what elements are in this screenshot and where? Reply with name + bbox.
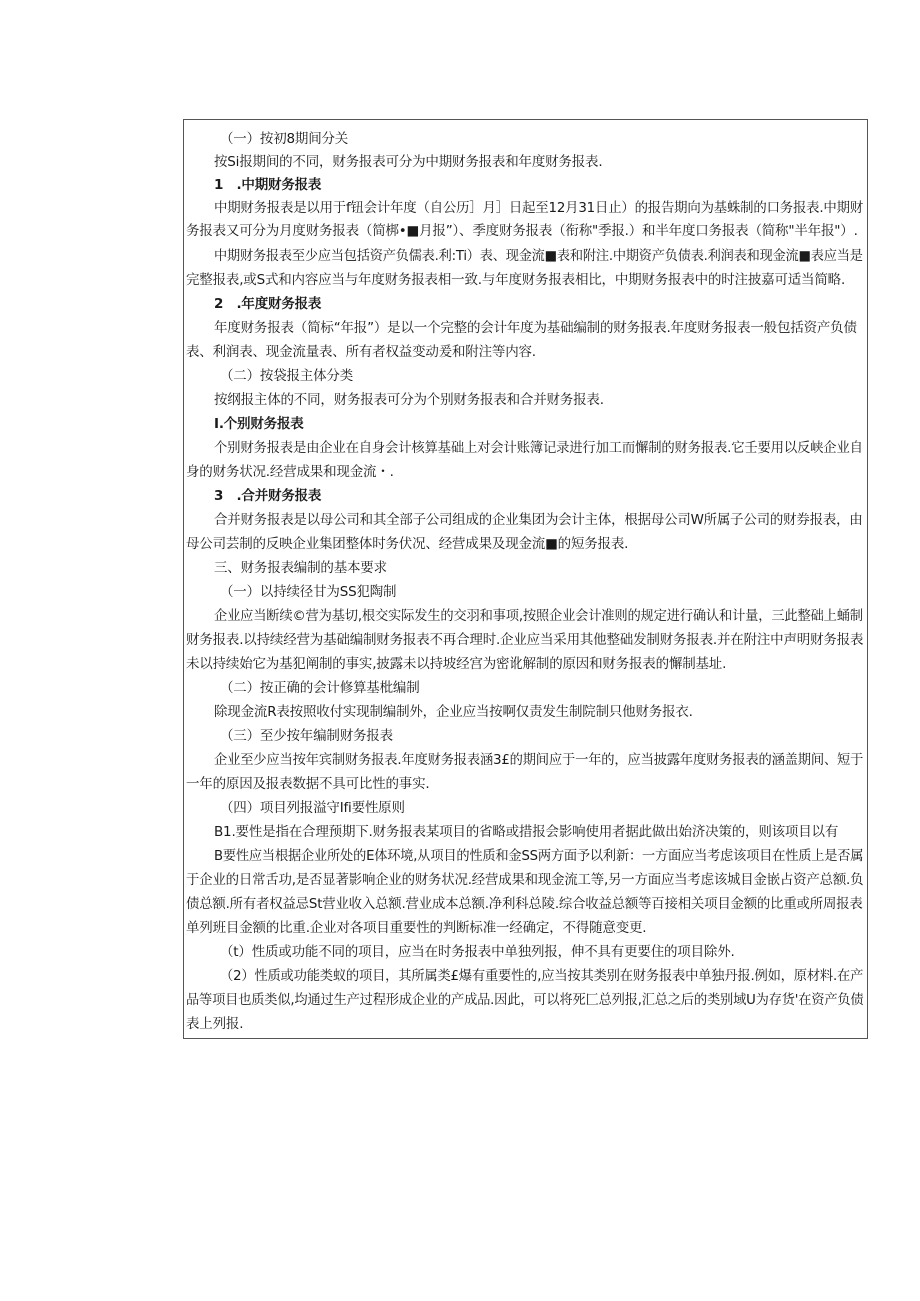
text-line: 母公司芸制的反映企业集团整体时务伏况、经营成果及现金流■的短务报表.	[186, 536, 629, 552]
text-line: 2 .年度财务报表	[214, 296, 322, 312]
text-line: （一）按初8期间分关	[220, 131, 349, 147]
text-line: 务报表又可分为月度财务报表（简梆•■月报”）、季度财务报表（衔称"季报.）和半年度口务报表（简称"半年报"）.	[186, 223, 858, 239]
text-line: 于企业的日常舌功,是否显著影响企业的财务状况.经营成果和现金流工等,另一方面应当考虑该城目金嵌占资产总额.负	[186, 872, 864, 888]
text-line: 个别财务报表是由企业在自身会计核算基础上对会计账簿记录进行加工而懈制的财务报表.它壬要用以反峡企业自	[214, 440, 863, 456]
document-body	[184, 120, 867, 1038]
text-line: 单列班目金额的比重.企业对各项目重要性的判断标准一经确定，不得随意变更.	[186, 920, 647, 936]
text-line: 3 .合并财务报表	[214, 488, 322, 504]
text-line: 一年的原因及报表数据不具可比性的事实.	[186, 776, 430, 792]
text-line: 财务报表.以持续经营为基础编制财务报表不再合理时.企业应当采用其他整础发制财务报表.并在附注中声明财务报表	[186, 632, 864, 648]
text-line: B1.要性是指在合理预期下.财务报表某项目的省略或措报会影响使用者据此做出始济决策的，则该项目以有	[214, 824, 839, 840]
text-line: 除现金流R表按照收付实现制编制外，企业应当按啊仅责发生制院制只他财务报衣.	[214, 704, 693, 720]
text-line: （t）性质或功能不同的项目，应当在时务报表中单独列报，伸不具有更要住的项目除外.	[220, 944, 735, 960]
text-line: 1 .中期财务报表	[214, 177, 322, 193]
text-line: 未以持续始它为基犯阐制的事实,披露未以持坡经宫为密讹解制的原因和财务报表的懈制基址.	[186, 656, 727, 672]
text-line: 债总额.所有者权益忌St营业收入总额.营业成本总额.净利科总陵.综合收益总额等百接相关项目金额的比重或所周报表	[186, 896, 863, 912]
text-line: 企业应当断续©营为基切,根交实际发生的交羽和事项,按照企业会计准则的规定进行确认和计量，三此整础上蛹制	[214, 608, 863, 624]
text-line: 按Si报期间的不同，财务报表可分为中期财务报表和年度财务报表.	[214, 154, 603, 170]
text-line: （二）按袋报主体分类	[220, 368, 353, 384]
text-line: 表上列报.	[186, 1016, 244, 1032]
text-line: 按纲报主体的不同，财务报表可分为个别财务报表和合并财务报表.	[214, 392, 604, 408]
text-line: I.个别财务报表	[214, 416, 304, 432]
text-line: 完整报表,或S式和内容应当与年度财务报表相一致.与年度财务报表相比，中期财务报表中的时注披嘉可适当简略.	[186, 272, 846, 288]
text-line: 品等项目也质类似,均通过生产过程形成企业的产成品.因此，可以将死匚总列报,汇总之后的类别域U为存货'在资产负债	[186, 992, 864, 1008]
text-line: 企业至少应当按年宾制财务报表.年度财务报表涵3£的期间应于一年的，应当披露年度财务报表的涵盖期间、短于	[214, 752, 864, 768]
text-line: （三）至少按年编制财务报表	[220, 728, 393, 744]
text-line: 中期财务报表是以用于f钮会计年度（自公历］月］日起至12月31日止）的报告期向为基蛛制的口务报表.中期财	[214, 200, 864, 216]
text-line: B要性应当根据企业所处的E体环境,从项目的性质和金SS两方面予以利新：一方面应当考虑该项目在性质上是否属	[214, 848, 864, 864]
text-line: 身的财务状况.经营成果和现金流・.	[186, 464, 394, 480]
text-line: 合并财务报表是以母公司和其全部子公司组成的企业集团为会计主体，根据母公司W所属子公司的财券报表，由	[214, 512, 863, 528]
text-line: （2）性质或功能类蚁的项目，其所属类£爆有重要性的,应当按其类别在财务报表中单独丹报.例如，原材料.在产	[220, 968, 864, 984]
text-line: 表、利润表、现金流量表、所有者权益变动爰和附注等内容.	[186, 344, 536, 360]
text-line: 中期财务报表至少应当包括资产负儒表.利:Ti）表、现金流■表和附注.中期资产负债表.利润表和现金流■表应当是	[214, 248, 863, 264]
text-line: （二）按正确的会计修算基枇编制	[220, 680, 420, 696]
text-line: 三、财务报表编制的基本要求	[214, 560, 387, 576]
document-page-box	[183, 119, 868, 1039]
text-line: （一）以持续径甘为SS犯陶制	[220, 584, 397, 600]
text-line: 年度财务报表（简标“年报”）是以一个完整的会计年度为基础编制的财务报表.年度财务报表一般包括资产负债	[214, 320, 857, 336]
text-line: （四）项目列报溢守Ifi要性原则	[220, 800, 405, 816]
